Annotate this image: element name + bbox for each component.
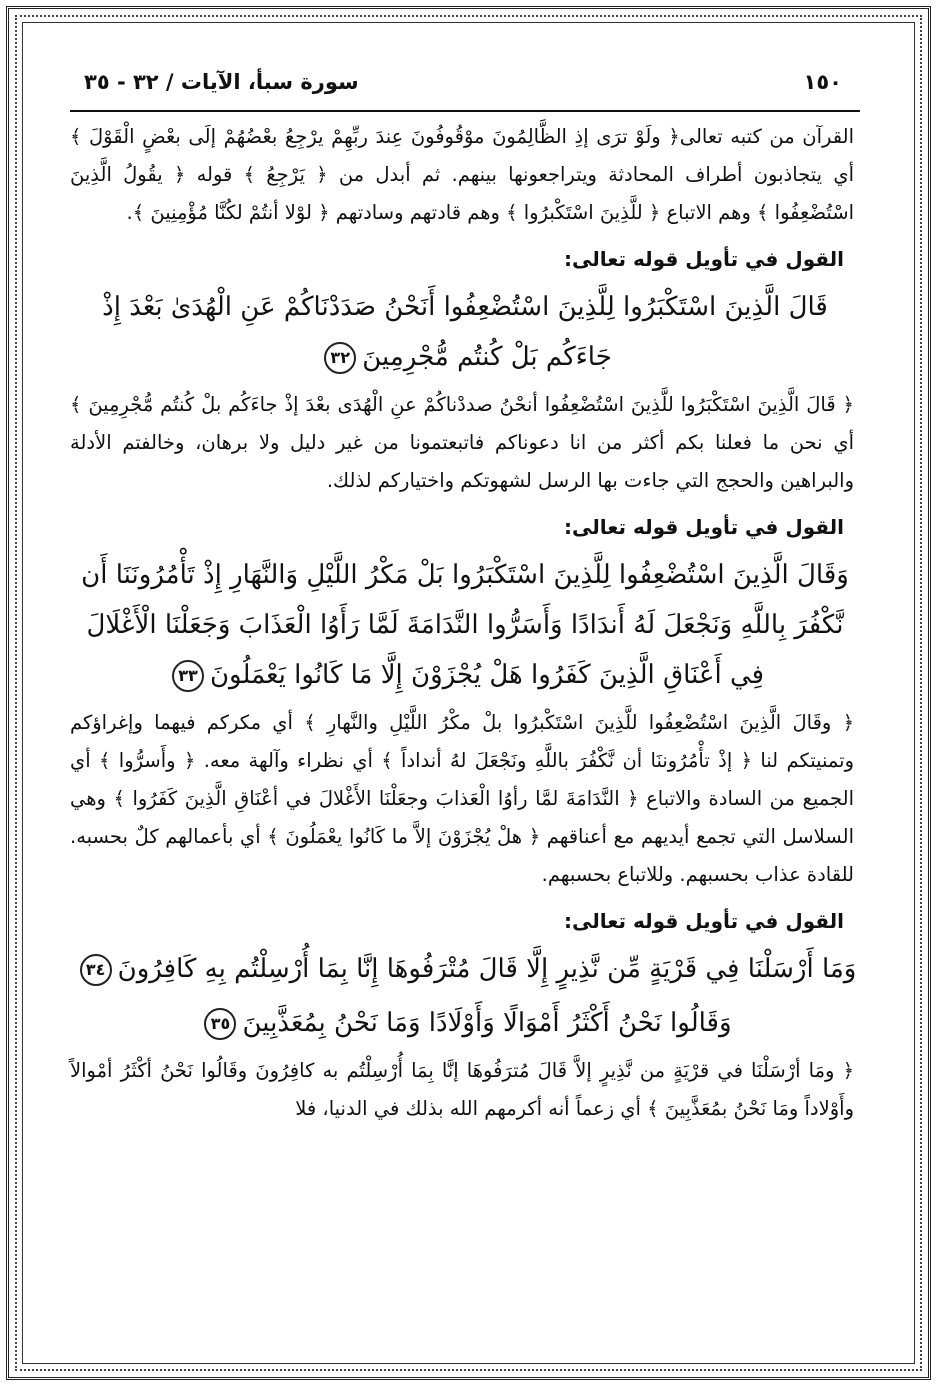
commentary-paragraph: القرآن من كتبه تعالى﴿ ولَوْ ترَى إذِ الظَّالِمُونَ موْقُوفُونَ عِندَ ربِّهِمْ يرْجِعُ بعْضُهُمْ إلَى بعْضٍ الْقَوْلَ ﴾ أي يتجاذبون أطراف المحادثة ويتراجعونها بينهم. ثم أبدل من ﴿ يَرْجِعُ ﴾ قوله ﴿ يقُولُ الَّذِينَ اسْتُضْعِفُوا ﴾ وهم الاتباع ﴿ للَّذِينَ اسْتَكْبرُوا ﴾ وهم قادتهم وسادتهم ﴿ لوْلا أنتُمْ لكُنَّا مُؤْمِنِينَ ﴾. [70, 125, 854, 224]
section-heading: القول في تأويل قوله تعالى: [564, 247, 844, 271]
quran-verse [70, 998, 860, 1048]
page-header [60, 56, 870, 110]
commentary-paragraph: ﴿ وقَالَ الَّذِينَ اسْتُضْعِفُوا للَّذِينَ اسْتَكْبرُوا بلْ مكْرُ اللَّيْلِ والنَّهارِ ﴾ أي مكركم فيهما وإغراؤكم وتمنيتكم لنا ﴿ إذْ تأْمُرُوننَا أن نَّكْفُرَ باللَّهِ ونَجْعَلَ لهُ أنداداً ﴾ أي نظراء وآلهة معه. ﴿ وأَسرُّوا ﴾ أي الجميع من السادة والاتباع ﴿ النَّدَامَةَ لمَّا رأوُا الْعَذابَ وجعَلْنَا الأَغْلالَ في أعْنَاقِ الَّذِينَ كَفَرُوا ﴾ وهي السلاسل التي تجمع أيديهم مع أعناقهم ﴿ هلْ يُجْزَوْنَ إلاَّ ما كَانُوا يعْمَلُونَ ﴾ أي بأعمالهم كلٌ بحسبه. للقادة عذاب بحسبهم. وللاتباع بحسبهم. [70, 711, 854, 886]
section-heading: القول في تأويل قوله تعالى: [564, 909, 844, 933]
verse-text: وَقَالَ الَّذِينَ اسْتُضْعِفُوا لِلَّذِينَ اسْتَكْبَرُوا بَلْ مَكْرُ اللَّيْلِ وَالنَّهَارِ إِذْ تَأْمُرُونَنَا أَن [81, 560, 849, 590]
verse-line [70, 282, 860, 332]
verse-text: وَمَا أَرْسَلْنَا فِي قَرْيَةٍ مِّن نَّذِيرٍ إِلَّا قَالَ مُتْرَفُوهَا إِنَّا بِمَا أُرْسِلْتُم بِهِ كَافِرُونَ [117, 954, 857, 984]
quran-verse [70, 550, 860, 700]
verse-text: جَاءَكُم بَلْ كُنتُم مُّجْرِمِينَ [362, 342, 612, 372]
page-number: ١٥٠ [803, 70, 842, 94]
verse-text: قَالَ الَّذِينَ اسْتَكْبَرُوا لِلَّذِينَ اسْتُضْعِفُوا أَنَحْنُ صَدَدْنَاكُمْ عَنِ الْهُدَىٰ بَعْدَ إِذْ [102, 292, 828, 322]
verse-line [70, 998, 860, 1048]
section-heading: القول في تأويل قوله تعالى: [564, 515, 844, 539]
ayah-number-marker: ٣٢ [324, 342, 356, 374]
commentary-paragraph: ﴿ قَالَ الَّذِينَ اسْتَكْبَرُوا للَّذِينَ اسْتُضْعِفُوا أنحْنُ صددْناكُمْ عنِ الْهُدَى بعْدَ إذْ جاءَكُم بلْ كُنتُم مُّجْرِمِينَ ﴾ أي نحن ما فعلنا بكم أكثر من انا دعوناكم فاتبعتمونا من غير دليل ولا برهان، وخالفتم الأدلة والبراهين والحجج التي جاءت بها الرسل لشهوتكم واختياركم لذلك. [70, 393, 854, 492]
verse-line [70, 550, 860, 600]
verse-line [70, 600, 860, 650]
running-title: سورة سبأ، الآيات / ٣٢ - ٣٥ [84, 70, 359, 94]
quran-verse [70, 944, 860, 994]
quran-verse [70, 282, 860, 382]
header-rule [70, 110, 860, 112]
verse-line [70, 332, 860, 382]
commentary-paragraph: ﴿ ومَا أرْسَلْنَا في قرْيَةٍ من نَّذِيرٍ إلاَّ قَالَ مُترَفُوهَا إنَّا بِمَا أُرْسِلْتُم به كافِرُونَ وقَالُوا نَحْنُ أكْثَرُ أمْوالاً وأَوْلاداً ومَا نَحْنُ بمُعَذَّبِينَ ﴾ أي زعماً أنه أكرمهم الله بذلك في الدنيا، فلا [70, 1059, 854, 1120]
verse-text: نَّكْفُرَ بِاللَّهِ وَنَجْعَلَ لَهُ أَندَادًا وَأَسَرُّوا النَّدَامَةَ لَمَّا رَأَوُا الْعَذَابَ وَجَعَلْنَا الْأَغْلَالَ [86, 610, 844, 640]
document-page [60, 56, 870, 1128]
verse-line [70, 650, 860, 700]
page-body [60, 118, 870, 1128]
verse-text: فِي أَعْنَاقِ الَّذِينَ كَفَرُوا هَلْ يُجْزَوْنَ إِلَّا مَا كَانُوا يَعْمَلُونَ [209, 660, 765, 690]
ayah-number-marker: ٣٥ [204, 1008, 236, 1040]
ayah-number-marker: ٣٤ [80, 954, 112, 986]
ayah-number-marker: ٣٣ [172, 660, 204, 692]
verse-text: وَقَالُوا نَحْنُ أَكْثَرُ أَمْوَالًا وَأَوْلَادًا وَمَا نَحْنُ بِمُعَذَّبِينَ [242, 1008, 732, 1038]
verse-line [70, 944, 860, 994]
